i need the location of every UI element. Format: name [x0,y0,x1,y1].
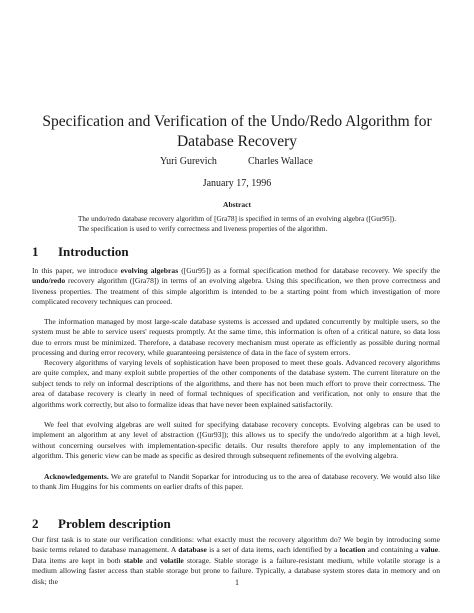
text-run: storage. Stable storage is a failure-resistant medium, while volatile storage is a medium allowing faster access than stable storage but prone to failure. Typically, a database system stores data in memory and on disk; the [32,555,440,586]
author-name: Yuri Gurevich [160,156,217,167]
text-run: is a set of data items, each identified by a [206,545,340,555]
bold-term: database [178,545,207,555]
text-run: Our first task is to state our verification conditions: what exactly must the recovery algorithm do? We begin by introducing some basic terms related to database management. A [32,535,440,555]
section-heading [32,516,171,532]
body-paragraph [32,266,440,308]
section-title: Problem description [58,516,171,531]
text-run: We feel that evolving algebras are well suited for specifying database recovery concepts. Evolving algebras can be used to implement an algorithm at any level of abstraction ([Gur93]); this allows us to specify the undo/redo algorithm at a high level, without concerning ourselves with implementation-specific details. Our results therefore apply to any implementation of the algorithm. This generic view can be made as specific as desired through subsequent refinements of the evolving algebra. [32,420,440,461]
text-run: . Data items are kept in both [32,545,440,565]
section-number: 2 [32,516,39,531]
text-run: In this paper, we introduce [32,266,121,275]
section-heading [32,244,129,260]
paper-date: January 17, 1996 [202,178,272,189]
acknowledgements-paragraph [32,472,440,493]
bold-term: value [420,545,439,555]
text-run: and [142,555,161,565]
bold-term: Acknowledgements. [44,472,109,481]
text-run: The information managed by most large-scale database systems is accessed and updated concurrently by multiple users, so the system must be able to service users' requests promptly. At the same time, this information is often of a critical nature, so data loss due to errors must be minimized. Therefore, a database recovery mechanism must operate as efficiently as possible during normal processing and during error recovery, while guaranteeing persistence of data in the face of system errors. [32,317,440,358]
body-paragraph [32,317,440,359]
text-run: and containing a [365,545,421,555]
bold-term: volatile [160,555,184,565]
text-run: recovery algorithm ([Gra78]) in terms of an evolving algebra. Using this specification, we then prove correctness and liveness properties. The treatment of this simple algorithm is intended to be a starting point from which investigation of more complicated recovery techniques can proceed. [32,276,440,307]
page-number: 1 [235,578,239,587]
bold-term: location [339,545,366,555]
bold-term: evolving algebras [120,266,179,275]
section-number: 1 [32,244,39,259]
body-paragraph [32,420,440,462]
text-run: ([Gur95]) as a formal specification method for database recovery. We specify the [178,266,440,275]
body-paragraph [32,358,440,410]
author-name: Charles Wallace [248,156,313,167]
text-run: We are grateful to Nandit Soparkar for introducing us to the area of database recovery. We would also like to thank Jim Huggins for his comments on earlier drafts of this paper. [32,472,440,492]
bold-term: undo/redo [32,276,66,286]
text-run: Recovery algorithms of varying levels of sophistication have been proposed to meet these goals. Advanced recovery algorithms are quite complex, and many exploit subtle properties of the other components of the database system. The current literature on the subject tends to rely on informal descriptions of the algorithms, and there has not been much effort to prove their correctness. The area of database recovery is clearly in need of formal techniques of specification and verification, not only to ensure that the algorithms work correctly, but also to formalize ideas that have never been explained satisfactorily. [32,358,440,409]
abstract-text: The undo/redo database recovery algorithm of [Gra78] is specified in terms of an evolving algebra ([Gur95]). The specification is used to verify correctness and liveness properties of the algorithm. [78,215,396,233]
paper-title: Specification and Verification of the Undo/Redo Algorithm for Database Recovery [42,113,432,150]
bold-term: stable [123,555,143,565]
section-title: Introduction [58,244,129,259]
abstract-heading: Abstract [223,200,251,209]
